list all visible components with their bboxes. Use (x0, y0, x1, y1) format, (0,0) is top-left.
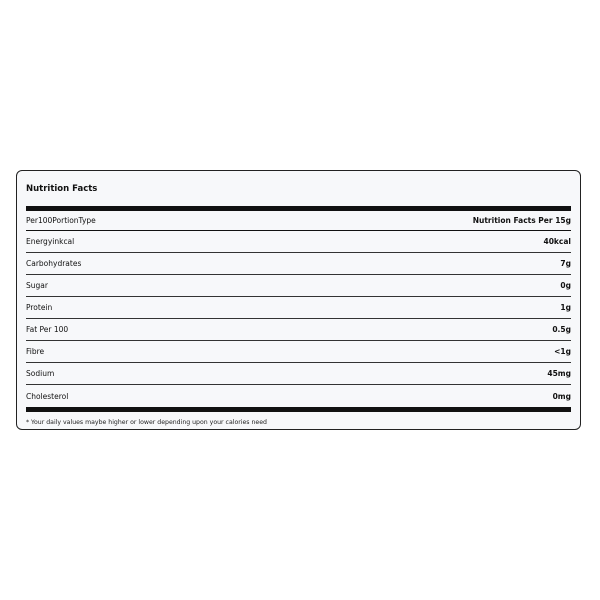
nutrient-label: Cholesterol (26, 391, 69, 401)
nutrient-row-energy (26, 231, 571, 253)
nutrient-label: Carbohydrates (26, 259, 82, 268)
nutrient-value: 7g (560, 259, 571, 268)
nutrient-value: 40kcal (543, 237, 571, 246)
header-row (26, 211, 571, 231)
nutrition-facts-panel (16, 170, 581, 430)
nutrient-row-fibre (26, 341, 571, 363)
nutrient-label: Sugar (26, 281, 48, 290)
nutrient-value: 1g (560, 303, 571, 312)
nutrient-value: 0.5g (552, 325, 571, 334)
nutrient-row-fat (26, 319, 571, 341)
panel-title: Nutrition Facts (26, 184, 98, 194)
nutrient-label: Sodium (26, 369, 55, 378)
nutrient-row-carbohydrates (26, 253, 571, 275)
nutrient-label: Energyinkcal (26, 237, 75, 246)
nutrient-value: 0g (560, 281, 571, 290)
nutrient-label: Protein (26, 303, 53, 312)
footnote: * Your daily values maybe higher or lower depending upon your calories need (26, 419, 267, 426)
nutrient-row-protein (26, 297, 571, 319)
nutrient-row-sodium (26, 363, 571, 385)
nutrient-value: 0mg (552, 391, 571, 401)
nutrient-label: Fat Per 100 (26, 325, 69, 334)
nutrient-value: 45mg (547, 369, 571, 378)
header-value: Nutrition Facts Per 15g (472, 216, 571, 225)
nutrient-row-sugar (26, 275, 571, 297)
nutrient-label: Fibre (26, 347, 45, 356)
bottom-divider (26, 407, 571, 412)
nutrient-row-cholesterol (26, 385, 571, 407)
header-label: Per100PortionType (26, 216, 96, 225)
nutrient-value: <1g (554, 347, 571, 356)
